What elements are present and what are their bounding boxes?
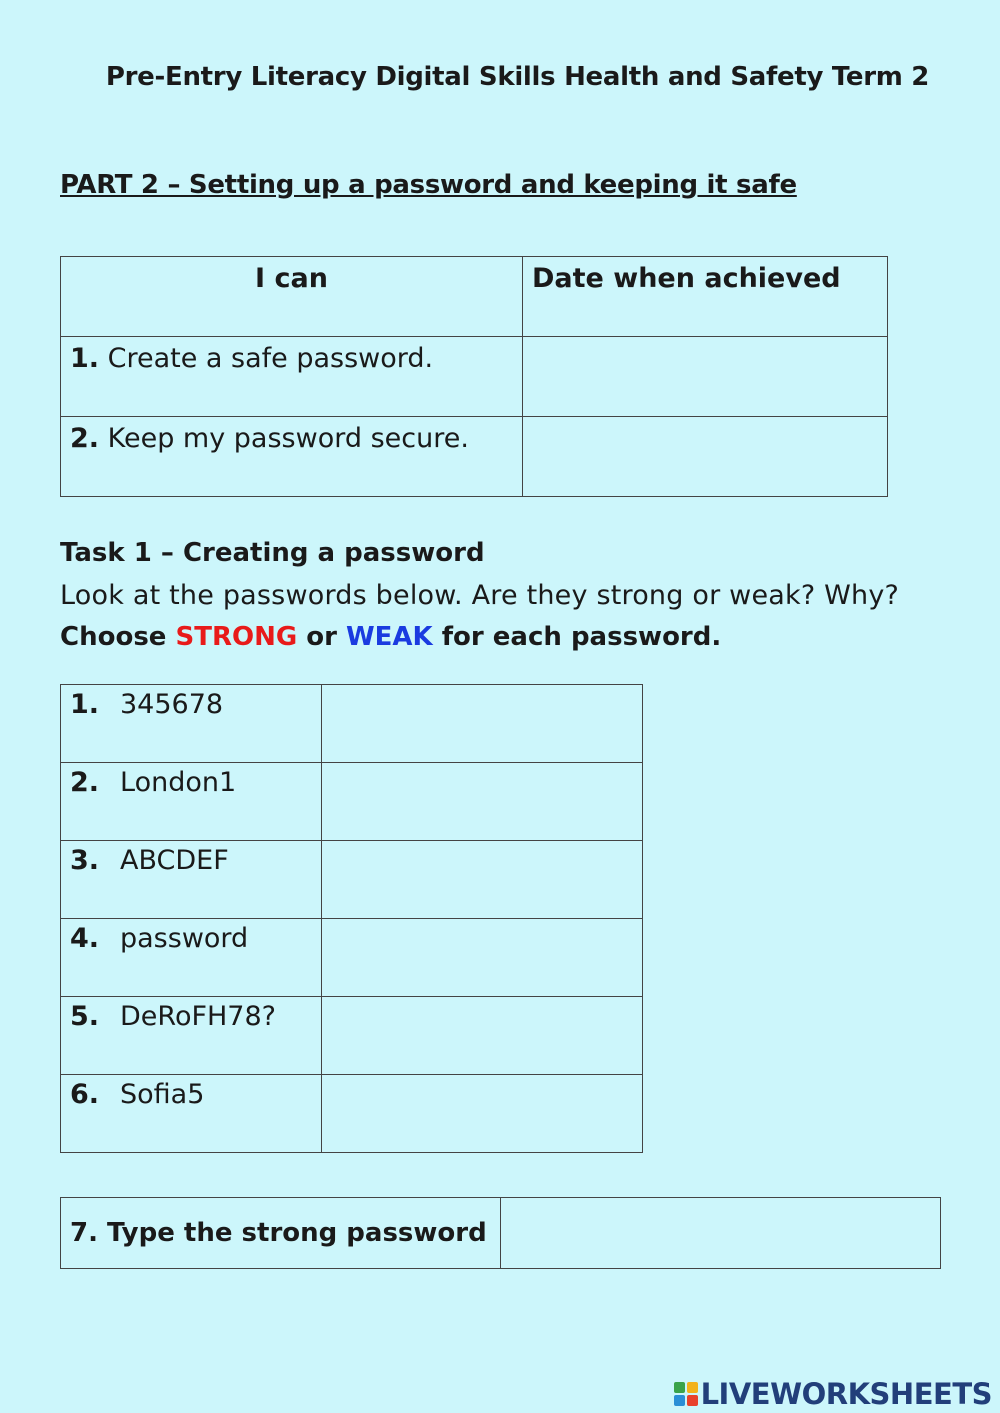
item-number: 4.	[70, 923, 100, 954]
ican-table	[60, 256, 888, 497]
item-number: 3.	[70, 845, 100, 876]
task-instruction	[60, 622, 721, 652]
answer-input-cell[interactable]	[322, 685, 643, 763]
table-row	[61, 841, 643, 919]
instruction-suffix: for each password.	[432, 622, 722, 652]
table-row	[61, 997, 643, 1075]
ican-header: I can	[61, 257, 523, 337]
date-header: Date when achieved	[523, 257, 888, 337]
table-row	[61, 685, 643, 763]
part-title: PART 2 – Setting up a password and keeping it safe	[60, 170, 797, 200]
table-row	[61, 1198, 941, 1269]
table-row	[61, 763, 643, 841]
password-value: 345678	[120, 689, 224, 720]
task-title: Task 1 – Creating a password	[60, 538, 485, 568]
item-text: Keep my password secure.	[99, 423, 469, 454]
table-row	[61, 919, 643, 997]
weak-word: WEAK	[345, 622, 433, 652]
date-input-cell[interactable]	[523, 337, 888, 417]
password-value: password	[120, 923, 249, 954]
date-input-cell[interactable]	[523, 417, 888, 497]
password-cell	[61, 763, 322, 841]
answer-input-cell[interactable]	[322, 763, 643, 841]
ican-item	[61, 337, 523, 417]
item-number: 1.	[70, 689, 100, 720]
instruction-mid: or	[297, 622, 346, 652]
answer-input-cell[interactable]	[322, 1075, 643, 1153]
ican-item	[61, 417, 523, 497]
page-title: Pre-Entry Literacy Digital Skills Health and Safety Term 2	[105, 62, 930, 92]
table-row	[61, 417, 888, 497]
item-text: Create a safe password.	[99, 343, 434, 374]
logo-text: LIVEWORKSHEETS	[700, 1377, 992, 1411]
liveworksheets-logo-icon	[674, 1382, 698, 1406]
password-value: Sofia5	[120, 1079, 205, 1110]
password-cell	[61, 685, 322, 763]
item-number: 2.	[70, 767, 100, 798]
password-value: ABCDEF	[120, 845, 229, 876]
item-number: 1.	[70, 343, 100, 374]
item-number: 2.	[70, 423, 100, 454]
password-cell	[61, 841, 322, 919]
password-cell	[61, 1075, 322, 1153]
table-row	[61, 337, 888, 417]
table-row	[61, 1075, 643, 1153]
strong-password-prompt: 7. Type the strong password	[61, 1198, 501, 1269]
answer-input-cell[interactable]	[322, 919, 643, 997]
task-question: Look at the passwords below. Are they strong or weak? Why?	[60, 580, 900, 611]
password-table	[60, 684, 643, 1153]
instruction-prefix: Choose	[60, 622, 176, 652]
item-number: 5.	[70, 1001, 100, 1032]
password-value: DeRoFH78?	[120, 1001, 276, 1032]
answer-input-cell[interactable]	[322, 997, 643, 1075]
password-value: London1	[120, 767, 237, 798]
answer-input-cell[interactable]	[322, 841, 643, 919]
item-number: 6.	[70, 1079, 100, 1110]
password-cell	[61, 997, 322, 1075]
strong-password-input-cell[interactable]	[501, 1198, 941, 1269]
strong-word: STRONG	[175, 622, 298, 652]
liveworksheets-logo[interactable]	[674, 1376, 992, 1412]
strong-password-table	[60, 1197, 941, 1269]
password-cell	[61, 919, 322, 997]
